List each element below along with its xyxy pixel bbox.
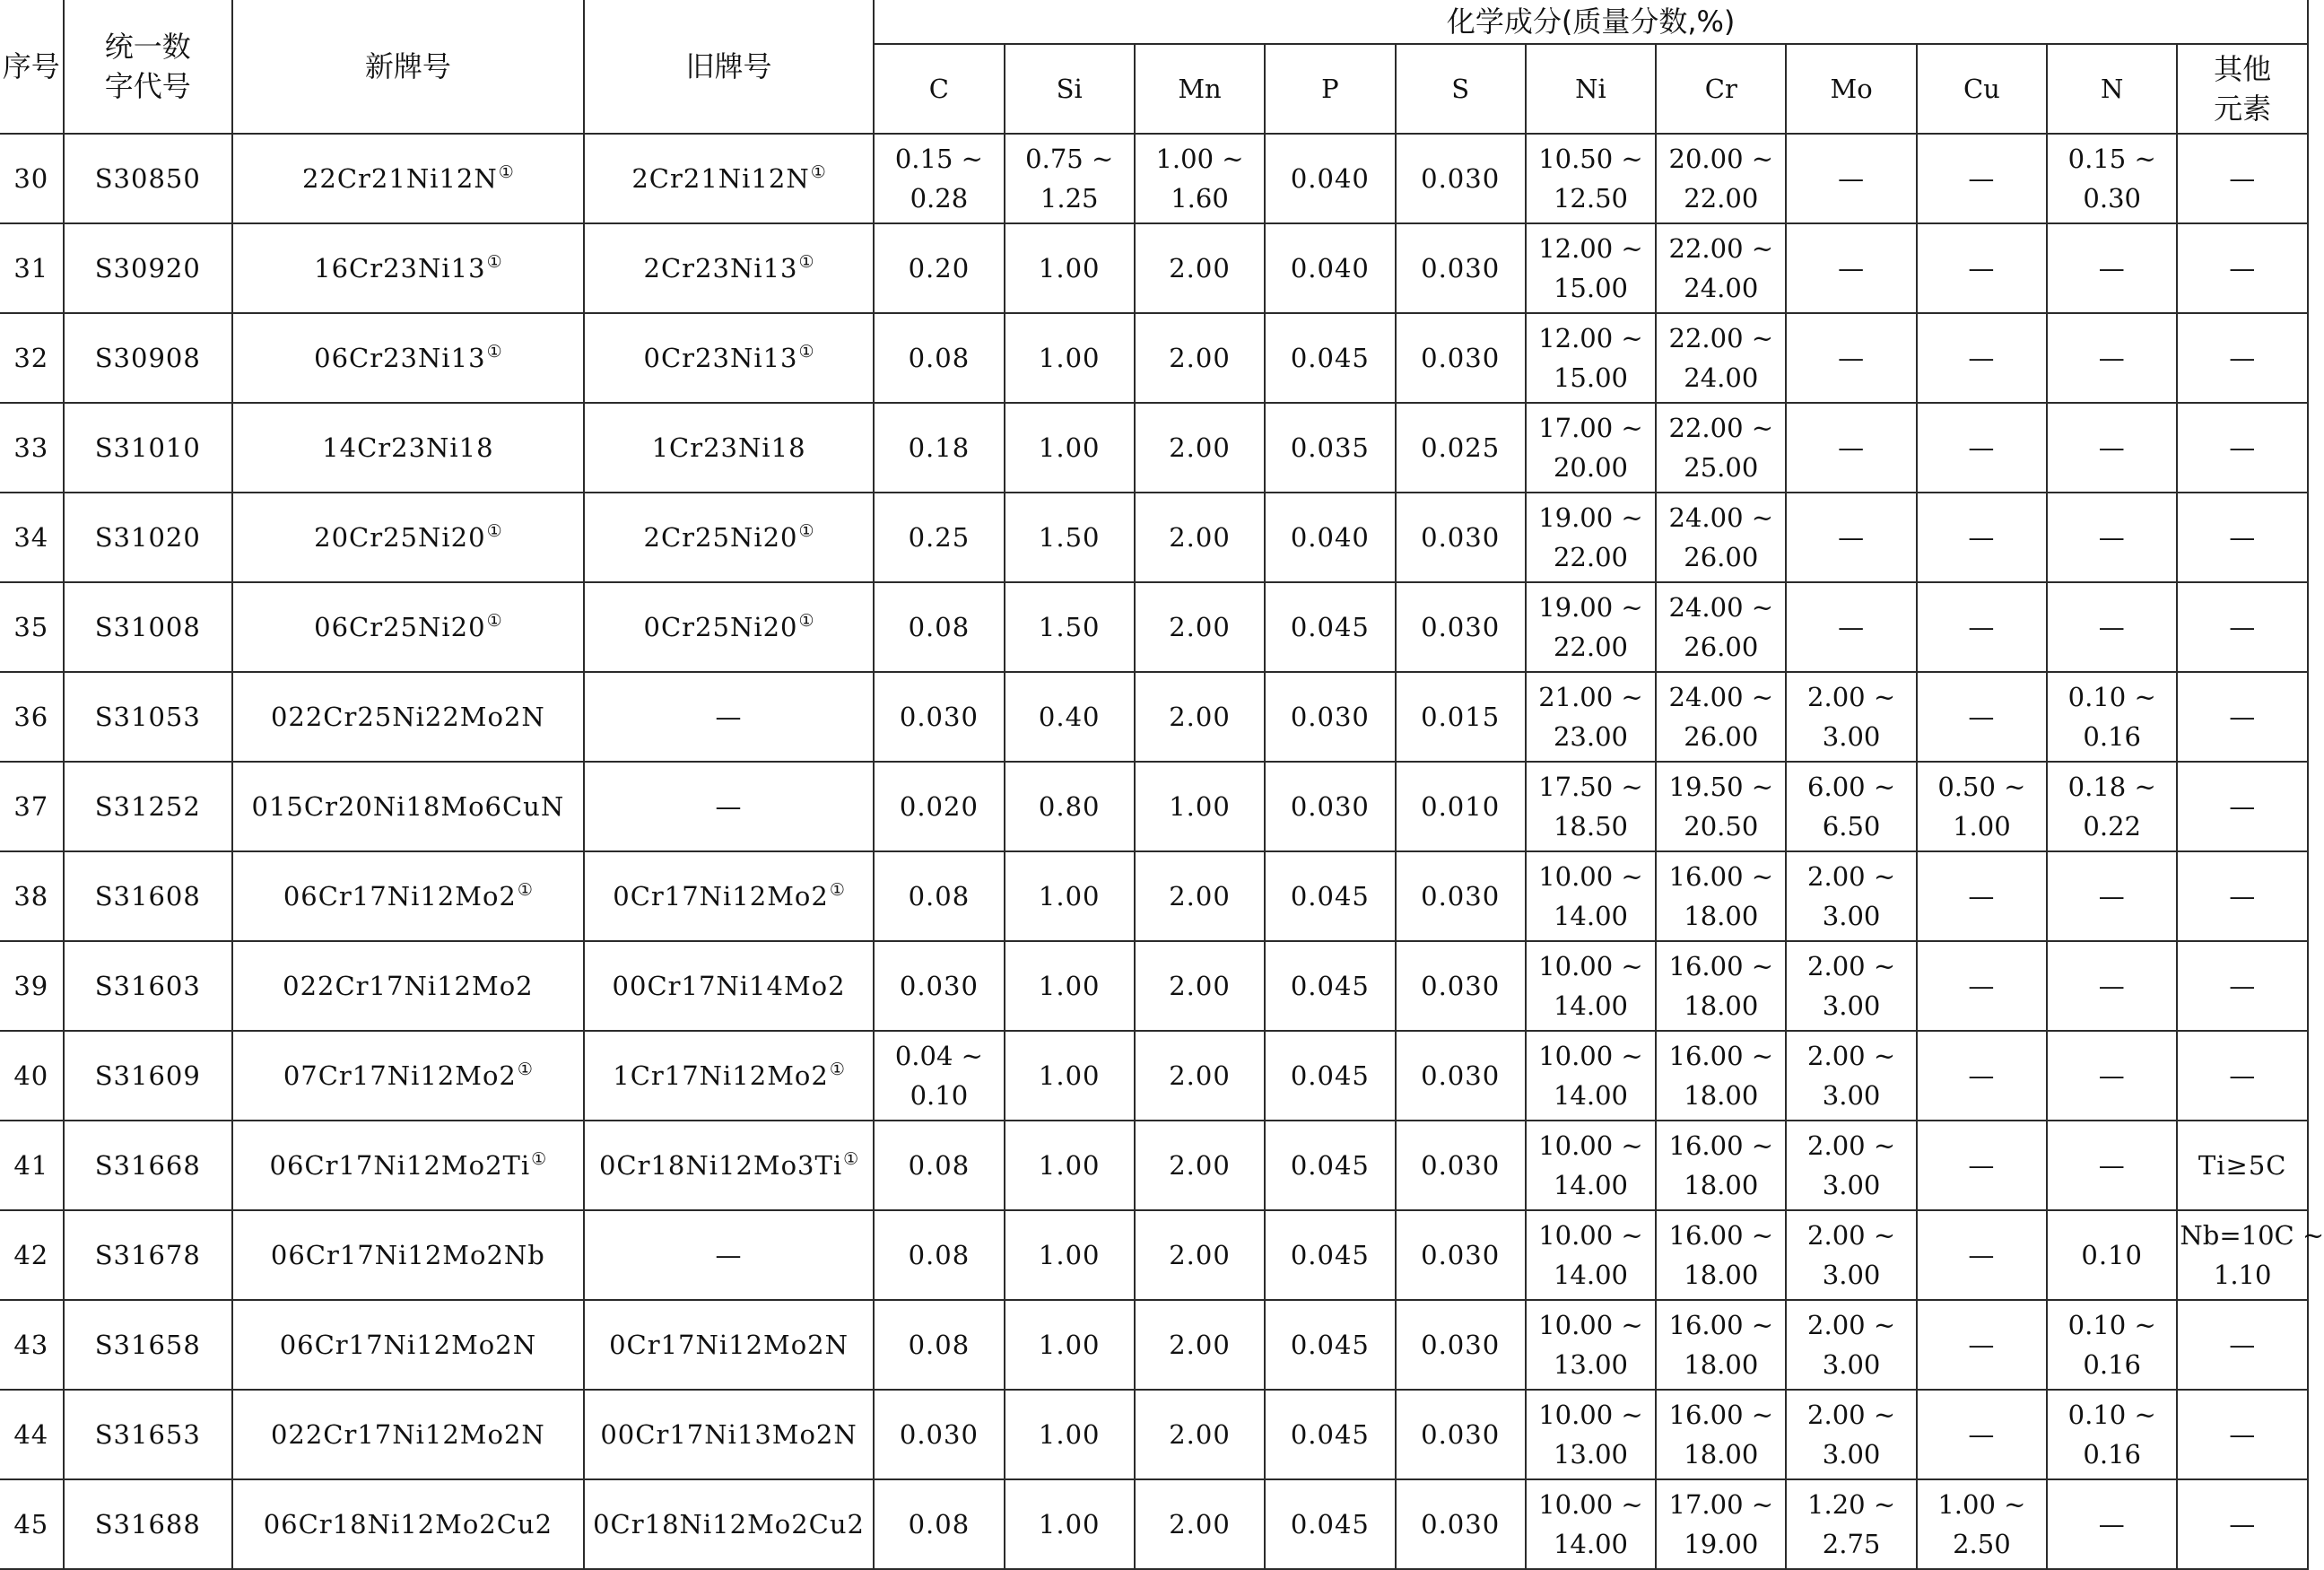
- cell-mn: 2.00: [1135, 223, 1265, 313]
- cell-mn: 2.00: [1135, 1121, 1265, 1210]
- cell-mn: 2.00: [1135, 1031, 1265, 1121]
- cell-other: —: [2177, 223, 2308, 313]
- cell-cr: 24.00 ~ 26.00: [1656, 582, 1786, 672]
- cell-old-grade: —: [584, 1210, 874, 1300]
- cell-ni: 19.00 ~ 22.00: [1526, 493, 1656, 582]
- cell-p: 0.045: [1265, 1390, 1395, 1479]
- cell-seq: 42: [0, 1210, 64, 1300]
- cell-n: —: [2047, 223, 2177, 313]
- cell-c: 0.020: [874, 762, 1004, 851]
- cell-seq: 43: [0, 1300, 64, 1390]
- cell-old-grade: 0Cr17Ni12Mo2N: [584, 1300, 874, 1390]
- cell-c: 0.25: [874, 493, 1004, 582]
- table-row: [0, 1479, 2308, 1569]
- footnote-mark: ①: [810, 162, 826, 183]
- cell-c: 0.030: [874, 1390, 1004, 1479]
- cell-c: 0.08: [874, 313, 1004, 403]
- cell-old-grade: 00Cr17Ni14Mo2: [584, 941, 874, 1031]
- cell-p: 0.045: [1265, 1121, 1395, 1210]
- cell-p: 0.035: [1265, 403, 1395, 493]
- header-element-cr: Cr: [1656, 44, 1786, 134]
- footnote-mark: ①: [798, 611, 814, 632]
- cell-new-grade: 06Cr25Ni20①: [232, 582, 584, 672]
- cell-c: 0.030: [874, 672, 1004, 762]
- cell-old-grade: —: [584, 762, 874, 851]
- cell-p: 0.045: [1265, 941, 1395, 1031]
- cell-unified-code: S31688: [64, 1479, 232, 1569]
- cell-other: —: [2177, 403, 2308, 493]
- cell-cu: —: [1917, 672, 2047, 762]
- cell-seq: 31: [0, 223, 64, 313]
- cell-cr: 16.00 ~ 18.00: [1656, 1210, 1786, 1300]
- cell-c: 0.20: [874, 223, 1004, 313]
- cell-n: 0.18 ~ 0.22: [2047, 762, 2177, 851]
- cell-p: 0.030: [1265, 762, 1395, 851]
- cell-n: —: [2047, 851, 2177, 941]
- cell-new-grade: 06Cr17Ni12Mo2Nb: [232, 1210, 584, 1300]
- cell-unified-code: S31653: [64, 1390, 232, 1479]
- cell-new-grade: 022Cr25Ni22Mo2N: [232, 672, 584, 762]
- cell-new-grade: 022Cr17Ni12Mo2: [232, 941, 584, 1031]
- cell-seq: 37: [0, 762, 64, 851]
- cell-mn: 2.00: [1135, 672, 1265, 762]
- cell-mn: 2.00: [1135, 493, 1265, 582]
- cell-c: 0.08: [874, 851, 1004, 941]
- header-unified-code: [64, 0, 232, 134]
- cell-mn: 2.00: [1135, 582, 1265, 672]
- cell-ni: 10.00 ~ 14.00: [1526, 1479, 1656, 1569]
- cell-cu: 0.50 ~ 1.00: [1917, 762, 2047, 851]
- cell-old-grade: 0Cr17Ni12Mo2①: [584, 851, 874, 941]
- cell-s: 0.030: [1396, 223, 1526, 313]
- cell-seq: 39: [0, 941, 64, 1031]
- cell-unified-code: S31252: [64, 762, 232, 851]
- cell-seq: 34: [0, 493, 64, 582]
- cell-old-grade: 2Cr21Ni12N①: [584, 134, 874, 223]
- table-body: [0, 134, 2324, 1569]
- cell-si: 1.50: [1005, 493, 1135, 582]
- cell-seq: 44: [0, 1390, 64, 1479]
- footnote-mark: ①: [486, 521, 502, 542]
- cell-n: —: [2047, 1031, 2177, 1121]
- cell-unified-code: S31010: [64, 403, 232, 493]
- cell-old-grade: 1Cr23Ni18: [584, 403, 874, 493]
- cell-cr: 22.00 ~ 24.00: [1656, 223, 1786, 313]
- cell-mo: 2.00 ~ 3.00: [1786, 1210, 1916, 1300]
- cell-other: —: [2177, 313, 2308, 403]
- cell-n: —: [2047, 941, 2177, 1031]
- cell-c: 0.15 ~ 0.28: [874, 134, 1004, 223]
- header-old-grade: 旧牌号: [584, 0, 874, 134]
- cell-si: 0.40: [1005, 672, 1135, 762]
- cell-cr: 17.00 ~ 19.00: [1656, 1479, 1786, 1569]
- table-row: [0, 1210, 2308, 1300]
- cell-seq: 40: [0, 1031, 64, 1121]
- cell-n: 0.10 ~ 0.16: [2047, 672, 2177, 762]
- table-row: [0, 134, 2308, 223]
- cell-new-grade: 06Cr18Ni12Mo2Cu2: [232, 1479, 584, 1569]
- cell-n: —: [2047, 582, 2177, 672]
- cell-c: 0.030: [874, 941, 1004, 1031]
- cell-s: 0.030: [1396, 851, 1526, 941]
- cell-p: 0.040: [1265, 493, 1395, 582]
- cell-n: 0.15 ~ 0.30: [2047, 134, 2177, 223]
- footnote-mark: ①: [517, 1060, 533, 1080]
- cell-unified-code: S31608: [64, 851, 232, 941]
- cell-s: 0.015: [1396, 672, 1526, 762]
- cell-s: 0.025: [1396, 403, 1526, 493]
- table-row: [0, 493, 2308, 582]
- cell-new-grade: 22Cr21Ni12N①: [232, 134, 584, 223]
- cell-seq: 35: [0, 582, 64, 672]
- cell-mo: —: [1786, 493, 1916, 582]
- cell-mn: 2.00: [1135, 1390, 1265, 1479]
- cell-si: 0.75 ~ 1.25: [1005, 134, 1135, 223]
- cell-seq: 33: [0, 403, 64, 493]
- cell-si: 1.00: [1005, 313, 1135, 403]
- cell-cr: 20.00 ~ 22.00: [1656, 134, 1786, 223]
- footnote-mark: ①: [829, 880, 845, 901]
- cell-unified-code: S31668: [64, 1121, 232, 1210]
- cell-ni: 17.00 ~ 20.00: [1526, 403, 1656, 493]
- header-unified-code-text: 统一数 字代号: [104, 30, 191, 103]
- table-row: [0, 582, 2308, 672]
- cell-mo: 2.00 ~ 3.00: [1786, 851, 1916, 941]
- cell-cu: —: [1917, 1210, 2047, 1300]
- cell-cr: 16.00 ~ 18.00: [1656, 1121, 1786, 1210]
- cell-ni: 12.00 ~ 15.00: [1526, 313, 1656, 403]
- cell-si: 1.00: [1005, 851, 1135, 941]
- cell-other: —: [2177, 1479, 2308, 1569]
- cell-other: —: [2177, 1031, 2308, 1121]
- cell-cu: —: [1917, 1390, 2047, 1479]
- cell-ni: 10.00 ~ 14.00: [1526, 851, 1656, 941]
- cell-si: 1.00: [1005, 1210, 1135, 1300]
- header-element-mo: Mo: [1786, 44, 1916, 134]
- cell-mn: 2.00: [1135, 403, 1265, 493]
- cell-n: —: [2047, 1121, 2177, 1210]
- cell-cu: 1.00 ~ 2.50: [1917, 1479, 2047, 1569]
- cell-si: 1.00: [1005, 1479, 1135, 1569]
- footnote-mark: ①: [498, 162, 514, 183]
- cell-cr: 22.00 ~ 24.00: [1656, 313, 1786, 403]
- header-new-grade: 新牌号: [232, 0, 584, 134]
- cell-old-grade: 00Cr17Ni13Mo2N: [584, 1390, 874, 1479]
- cell-c: 0.08: [874, 1300, 1004, 1390]
- cell-n: —: [2047, 313, 2177, 403]
- cell-ni: 10.00 ~ 14.00: [1526, 1121, 1656, 1210]
- cell-unified-code: S31603: [64, 941, 232, 1031]
- cell-ni: 10.00 ~ 14.00: [1526, 941, 1656, 1031]
- cell-mo: 2.00 ~ 3.00: [1786, 941, 1916, 1031]
- cell-mn: 2.00: [1135, 1479, 1265, 1569]
- cell-unified-code: S31053: [64, 672, 232, 762]
- header-seq: 序号: [0, 0, 64, 134]
- table-row: [0, 1300, 2308, 1390]
- cell-cr: 22.00 ~ 25.00: [1656, 403, 1786, 493]
- header-element-s: S: [1396, 44, 1526, 134]
- cell-cr: 16.00 ~ 18.00: [1656, 1031, 1786, 1121]
- cell-other: —: [2177, 762, 2308, 851]
- footnote-mark: ①: [843, 1149, 859, 1170]
- cell-mn: 2.00: [1135, 1210, 1265, 1300]
- table-row: [0, 313, 2308, 403]
- cell-p: 0.045: [1265, 1300, 1395, 1390]
- cell-seq: 38: [0, 851, 64, 941]
- table-row: [0, 403, 2308, 493]
- header-element-mn: Mn: [1135, 44, 1265, 134]
- cell-cu: —: [1917, 851, 2047, 941]
- cell-unified-code: S31658: [64, 1300, 232, 1390]
- cell-si: 1.00: [1005, 1390, 1135, 1479]
- cell-c: 0.08: [874, 1479, 1004, 1569]
- cell-mn: 2.00: [1135, 1300, 1265, 1390]
- cell-new-grade: 16Cr23Ni13①: [232, 223, 584, 313]
- footnote-mark: ①: [486, 252, 502, 273]
- header-element-n: N: [2047, 44, 2177, 134]
- cell-s: 0.030: [1396, 1210, 1526, 1300]
- cell-ni: 10.00 ~ 14.00: [1526, 1031, 1656, 1121]
- cell-p: 0.045: [1265, 1479, 1395, 1569]
- cell-s: 0.010: [1396, 762, 1526, 851]
- cell-c: 0.08: [874, 1210, 1004, 1300]
- table-row: [0, 1390, 2308, 1479]
- table-header: [0, 0, 2308, 134]
- cell-ni: 17.50 ~ 18.50: [1526, 762, 1656, 851]
- cell-s: 0.030: [1396, 493, 1526, 582]
- footnote-mark: ①: [486, 342, 502, 362]
- cell-other: —: [2177, 941, 2308, 1031]
- cell-p: 0.040: [1265, 134, 1395, 223]
- cell-mo: 2.00 ~ 3.00: [1786, 1390, 1916, 1479]
- footnote-mark: ①: [798, 342, 814, 362]
- header-element-ni: Ni: [1526, 44, 1656, 134]
- cell-si: 1.00: [1005, 1031, 1135, 1121]
- cell-c: 0.18: [874, 403, 1004, 493]
- cell-seq: 32: [0, 313, 64, 403]
- cell-cu: —: [1917, 493, 2047, 582]
- footnote-mark: ①: [829, 1060, 845, 1080]
- cell-s: 0.030: [1396, 1300, 1526, 1390]
- table-row: [0, 1031, 2308, 1121]
- cell-s: 0.030: [1396, 582, 1526, 672]
- table-row: [0, 762, 2308, 851]
- cell-si: 1.00: [1005, 941, 1135, 1031]
- cell-new-grade: 06Cr23Ni13①: [232, 313, 584, 403]
- cell-cu: —: [1917, 313, 2047, 403]
- cell-ni: 10.00 ~ 13.00: [1526, 1300, 1656, 1390]
- cell-other: —: [2177, 582, 2308, 672]
- cell-ni: 12.00 ~ 15.00: [1526, 223, 1656, 313]
- cell-n: —: [2047, 493, 2177, 582]
- cell-p: 0.045: [1265, 582, 1395, 672]
- cell-cu: —: [1917, 223, 2047, 313]
- cell-ni: 21.00 ~ 23.00: [1526, 672, 1656, 762]
- cell-cu: —: [1917, 134, 2047, 223]
- cell-mo: —: [1786, 223, 1916, 313]
- cell-n: —: [2047, 1479, 2177, 1569]
- cell-mn: 1.00 ~ 1.60: [1135, 134, 1265, 223]
- table-row: [0, 1121, 2308, 1210]
- cell-si: 1.00: [1005, 1300, 1135, 1390]
- cell-c: 0.04 ~ 0.10: [874, 1031, 1004, 1121]
- cell-old-grade: 0Cr18Ni12Mo2Cu2: [584, 1479, 874, 1569]
- cell-unified-code: S30908: [64, 313, 232, 403]
- table-row: [0, 672, 2308, 762]
- header-element-other: 其他 元素: [2177, 44, 2308, 134]
- footnote-mark: ①: [798, 521, 814, 542]
- cell-s: 0.030: [1396, 134, 1526, 223]
- cell-mo: 2.00 ~ 3.00: [1786, 1300, 1916, 1390]
- cell-cr: 24.00 ~ 26.00: [1656, 493, 1786, 582]
- cell-ni: 19.00 ~ 22.00: [1526, 582, 1656, 672]
- cell-old-grade: 0Cr25Ni20①: [584, 582, 874, 672]
- cell-p: 0.045: [1265, 1210, 1395, 1300]
- cell-other: —: [2177, 1390, 2308, 1479]
- cell-old-grade: 1Cr17Ni12Mo2①: [584, 1031, 874, 1121]
- cell-new-grade: 022Cr17Ni12Mo2N: [232, 1390, 584, 1479]
- cell-new-grade: 06Cr17Ni12Mo2①: [232, 851, 584, 941]
- cell-si: 1.00: [1005, 223, 1135, 313]
- cell-unified-code: S30920: [64, 223, 232, 313]
- cell-unified-code: S31008: [64, 582, 232, 672]
- cell-s: 0.030: [1396, 1121, 1526, 1210]
- cell-seq: 30: [0, 134, 64, 223]
- cell-s: 0.030: [1396, 1479, 1526, 1569]
- cell-cu: —: [1917, 1121, 2047, 1210]
- cell-mo: —: [1786, 582, 1916, 672]
- cell-new-grade: 06Cr17Ni12Mo2Ti①: [232, 1121, 584, 1210]
- footnote-mark: ①: [798, 252, 814, 273]
- cell-s: 0.030: [1396, 1031, 1526, 1121]
- cell-p: 0.040: [1265, 223, 1395, 313]
- cell-cu: —: [1917, 1300, 2047, 1390]
- cell-mn: 2.00: [1135, 941, 1265, 1031]
- cell-cu: —: [1917, 941, 2047, 1031]
- cell-p: 0.045: [1265, 1031, 1395, 1121]
- cell-old-grade: 2Cr25Ni20①: [584, 493, 874, 582]
- cell-old-grade: 0Cr18Ni12Mo3Ti①: [584, 1121, 874, 1210]
- cell-n: —: [2047, 403, 2177, 493]
- cell-old-grade: —: [584, 672, 874, 762]
- cell-old-grade: 2Cr23Ni13①: [584, 223, 874, 313]
- cell-mn: 2.00: [1135, 313, 1265, 403]
- cell-cr: 16.00 ~ 18.00: [1656, 1300, 1786, 1390]
- cell-cr: 24.00 ~ 26.00: [1656, 672, 1786, 762]
- cell-seq: 41: [0, 1121, 64, 1210]
- cell-s: 0.030: [1396, 941, 1526, 1031]
- cell-other: —: [2177, 1300, 2308, 1390]
- cell-unified-code: S31678: [64, 1210, 232, 1300]
- cell-cr: 16.00 ~ 18.00: [1656, 941, 1786, 1031]
- cell-cu: —: [1917, 1031, 2047, 1121]
- cell-ni: 10.00 ~ 13.00: [1526, 1390, 1656, 1479]
- cell-new-grade: 20Cr25Ni20①: [232, 493, 584, 582]
- cell-mo: —: [1786, 403, 1916, 493]
- cell-si: 1.00: [1005, 1121, 1135, 1210]
- cell-c: 0.08: [874, 1121, 1004, 1210]
- cell-old-grade: 0Cr23Ni13①: [584, 313, 874, 403]
- header-chemical-composition: 化学成分(质量分数,%): [874, 0, 2308, 44]
- cell-unified-code: S30850: [64, 134, 232, 223]
- cell-n: 0.10: [2047, 1210, 2177, 1300]
- table-row: [0, 223, 2308, 313]
- cell-mo: 2.00 ~ 3.00: [1786, 672, 1916, 762]
- cell-other: Ti≥5C: [2177, 1121, 2308, 1210]
- cell-seq: 45: [0, 1479, 64, 1569]
- footnote-mark: ①: [486, 611, 502, 632]
- cell-mo: 6.00 ~ 6.50: [1786, 762, 1916, 851]
- cell-mo: —: [1786, 313, 1916, 403]
- header-element-p: P: [1265, 44, 1395, 134]
- cell-other: —: [2177, 493, 2308, 582]
- cell-ni: 10.00 ~ 14.00: [1526, 1210, 1656, 1300]
- table-row: [0, 851, 2308, 941]
- header-element-si: Si: [1005, 44, 1135, 134]
- cell-new-grade: 06Cr17Ni12Mo2N: [232, 1300, 584, 1390]
- cell-c: 0.08: [874, 582, 1004, 672]
- cell-si: 1.50: [1005, 582, 1135, 672]
- cell-other: —: [2177, 851, 2308, 941]
- cell-new-grade: 14Cr23Ni18: [232, 403, 584, 493]
- cell-p: 0.045: [1265, 313, 1395, 403]
- cell-s: 0.030: [1396, 1390, 1526, 1479]
- cell-n: 0.10 ~ 0.16: [2047, 1390, 2177, 1479]
- cell-cr: 16.00 ~ 18.00: [1656, 851, 1786, 941]
- cell-seq: 36: [0, 672, 64, 762]
- footnote-mark: ①: [517, 880, 533, 901]
- cell-new-grade: 07Cr17Ni12Mo2①: [232, 1031, 584, 1121]
- cell-mn: 1.00: [1135, 762, 1265, 851]
- cell-unified-code: S31020: [64, 493, 232, 582]
- cell-cu: —: [1917, 582, 2047, 672]
- cell-mo: —: [1786, 134, 1916, 223]
- cell-cu: —: [1917, 403, 2047, 493]
- cell-cr: 16.00 ~ 18.00: [1656, 1390, 1786, 1479]
- cell-other: —: [2177, 134, 2308, 223]
- cell-mn: 2.00: [1135, 851, 1265, 941]
- cell-p: 0.030: [1265, 672, 1395, 762]
- cell-mo: 2.00 ~ 3.00: [1786, 1031, 1916, 1121]
- cell-other: —: [2177, 672, 2308, 762]
- cell-other: Nb=10C ~ 1.10: [2177, 1210, 2308, 1300]
- cell-s: 0.030: [1396, 313, 1526, 403]
- cell-cr: 19.50 ~ 20.50: [1656, 762, 1786, 851]
- cell-new-grade: 015Cr20Ni18Mo6CuN: [232, 762, 584, 851]
- cell-si: 0.80: [1005, 762, 1135, 851]
- header-element-c: C: [874, 44, 1004, 134]
- cell-ni: 10.50 ~ 12.50: [1526, 134, 1656, 223]
- cell-si: 1.00: [1005, 403, 1135, 493]
- cell-mo: 1.20 ~ 2.75: [1786, 1479, 1916, 1569]
- cell-mo: 2.00 ~ 3.00: [1786, 1121, 1916, 1210]
- footnote-mark: ①: [531, 1149, 547, 1170]
- cell-p: 0.045: [1265, 851, 1395, 941]
- table-row: [0, 941, 2308, 1031]
- cell-unified-code: S31609: [64, 1031, 232, 1121]
- cell-n: 0.10 ~ 0.16: [2047, 1300, 2177, 1390]
- header-element-cu: Cu: [1917, 44, 2047, 134]
